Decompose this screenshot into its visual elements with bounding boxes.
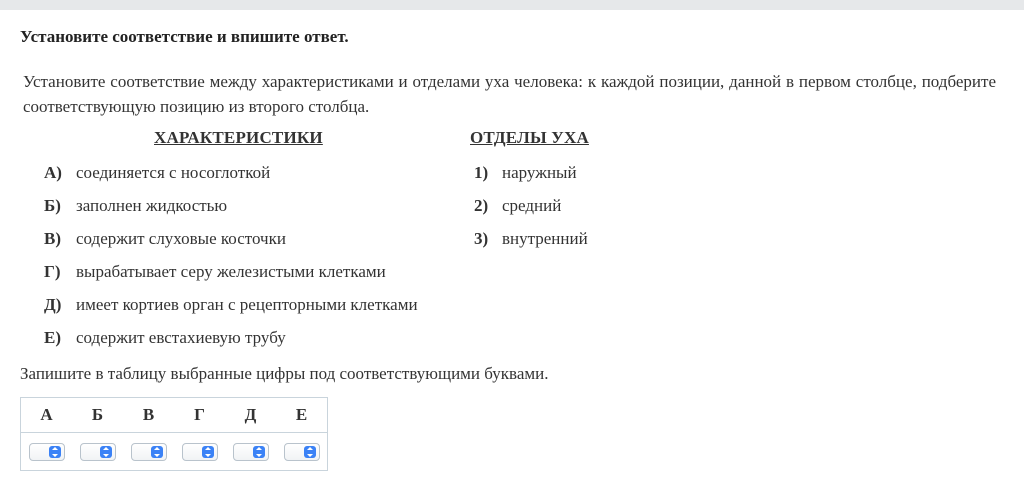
characteristic-text: заполнен жидкостью bbox=[76, 196, 228, 215]
answer-table bbox=[20, 397, 328, 471]
answer-cell-e bbox=[276, 433, 327, 471]
answer-table-header-row bbox=[21, 398, 327, 433]
answer-cell-v bbox=[123, 433, 174, 471]
ear-sections-column-title: ОТДЕЛЫ УХА bbox=[470, 128, 589, 147]
ear-section-item bbox=[474, 162, 577, 184]
answer-select-a[interactable] bbox=[29, 443, 65, 461]
characteristic-item bbox=[44, 162, 270, 184]
answer-column-header: Е bbox=[295, 405, 308, 424]
answer-select-v[interactable] bbox=[131, 443, 167, 461]
ear-section-key: 2) bbox=[474, 196, 489, 215]
characteristic-key: Д) bbox=[44, 295, 62, 314]
ear-section-key: 1) bbox=[474, 163, 489, 182]
answer-column-header: В bbox=[142, 405, 155, 424]
ear-section-text: средний bbox=[502, 196, 562, 215]
task-prompt: Установите соответствие между характеристиками и отделами уха человека: к каждой позиции, данной в первом столбце, подберите соответствующую позицию из второго столбца. bbox=[23, 72, 996, 116]
task-heading: Установите соответствие и впишите ответ. bbox=[20, 27, 349, 46]
characteristic-item bbox=[44, 294, 418, 316]
characteristic-text: содержит евстахиевую трубу bbox=[76, 328, 286, 347]
characteristic-key: Б) bbox=[44, 196, 61, 215]
select-arrows-icon bbox=[151, 446, 163, 458]
select-arrows-icon bbox=[253, 446, 265, 458]
answer-instruction: Запишите в таблицу выбранные цифры под соответствующими буквами. bbox=[20, 364, 549, 383]
characteristic-text: содержит слуховые косточки bbox=[76, 229, 286, 248]
characteristic-text: вырабатывает серу железистыми клетками bbox=[76, 262, 386, 281]
ear-section-item bbox=[474, 228, 588, 250]
ear-section-text: наружный bbox=[502, 163, 577, 182]
answer-select-d[interactable] bbox=[233, 443, 269, 461]
select-arrows-icon bbox=[202, 446, 214, 458]
characteristic-key: А) bbox=[44, 163, 62, 182]
characteristic-text: соединяется с носоглоткой bbox=[76, 163, 271, 182]
characteristic-key: Е) bbox=[44, 328, 61, 347]
answer-column-header: А bbox=[40, 405, 53, 424]
select-arrows-icon bbox=[100, 446, 112, 458]
answer-column-header: Б bbox=[91, 405, 104, 424]
answer-cell-a bbox=[21, 433, 72, 471]
answer-cell-g bbox=[174, 433, 225, 471]
ear-section-key: 3) bbox=[474, 229, 489, 248]
answer-select-g[interactable] bbox=[182, 443, 218, 461]
top-bar bbox=[0, 0, 1024, 10]
answer-column-header: Д bbox=[244, 405, 257, 424]
answer-select-e[interactable] bbox=[284, 443, 320, 461]
ear-section-text: внутренний bbox=[502, 229, 588, 248]
characteristic-key: Г) bbox=[44, 262, 61, 281]
answer-cell-d bbox=[225, 433, 276, 471]
characteristic-text: имеет кортиев орган с рецепторными клетками bbox=[76, 295, 418, 314]
characteristics-column-title: ХАРАКТЕРИСТИКИ bbox=[154, 128, 323, 147]
characteristic-item bbox=[44, 261, 386, 283]
select-arrows-icon bbox=[304, 446, 316, 458]
answer-column-header: Г bbox=[194, 405, 205, 424]
ear-section-item bbox=[474, 195, 561, 217]
characteristic-item bbox=[44, 228, 286, 250]
select-arrows-icon bbox=[49, 446, 61, 458]
characteristic-item bbox=[44, 195, 227, 217]
characteristic-key: В) bbox=[44, 229, 61, 248]
answer-cell-b bbox=[72, 433, 123, 471]
characteristic-item bbox=[44, 327, 286, 349]
answer-select-b[interactable] bbox=[80, 443, 116, 461]
